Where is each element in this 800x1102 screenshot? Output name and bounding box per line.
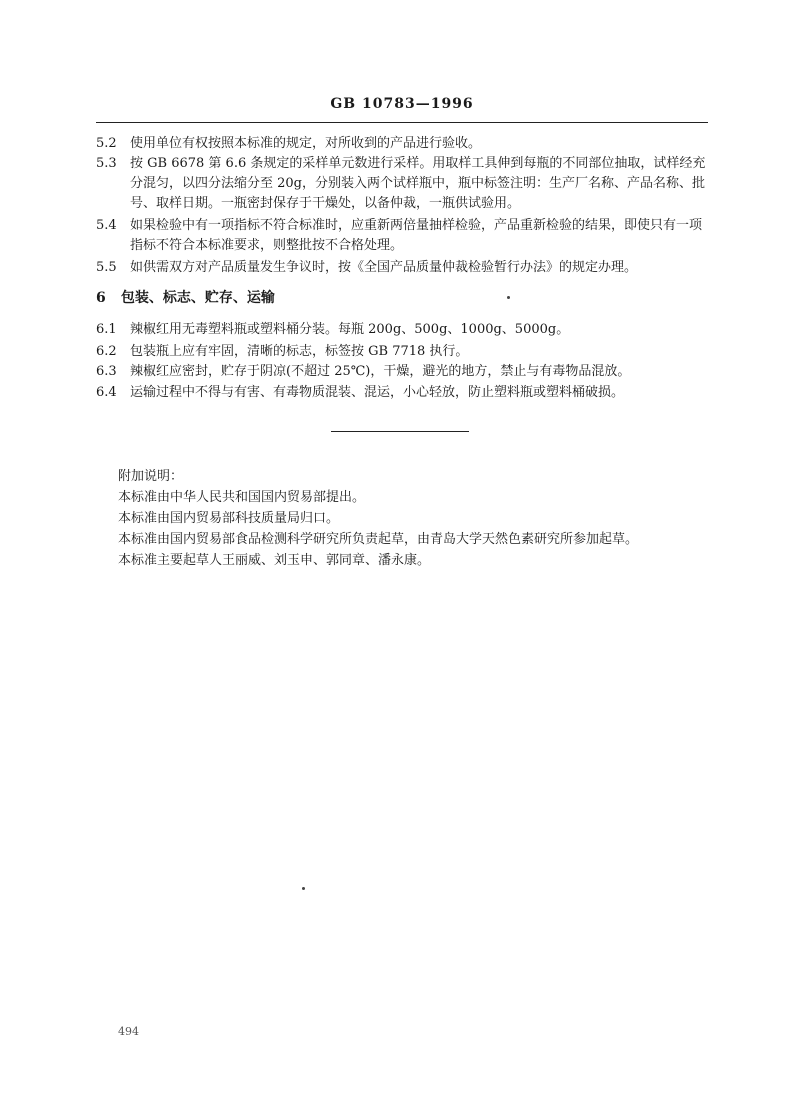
note-line: 本标准由中华人民共和国国内贸易部提出。 [118,490,366,505]
clause-text: 如果检验中有一项指标不符合标准时，应重新两倍量抽样检验，产品重新检验的结果，即使只有一项指标不符合本标准要求，则整批按不合格处理。 [130,218,703,253]
clause-5-4 [96,216,708,256]
clause-number: 6.2 [96,344,117,359]
section-6-heading [96,288,708,308]
clause-text: 如供需双方对产品质量发生争议时，按《全国产品质量仲裁检验暂行办法》的规定办理。 [130,260,638,275]
clause-text: 使用单位有权按照本标准的规定，对所收到的产品进行验收。 [130,136,482,151]
clause-5-3 [96,154,708,214]
note-line: 本标准由国内贸易部科技质量局归口。 [118,511,340,526]
clause-text: 按 GB 6678 第 6.6 条规定的采样单元数进行采样。用取样工具伸到每瓶的不同部位抽取，试样经充分混匀，以四分法缩分至 20g，分别装入两个试样瓶中，瓶中标签注明：生产厂名称、产品名称、批号、取样日期。一瓶密封保存于干燥处，以备仲裁，一瓶供试验用。 [130,156,706,211]
clause-text: 运输过程中不得与有害、有毒物质混装、混运，小心轻放，防止塑料瓶或塑料桶破损。 [130,385,625,400]
clause-6-3 [96,362,708,382]
clause-number: 6.3 [96,364,117,379]
clause-number: 5.5 [96,260,117,275]
end-of-text-rule [331,431,469,432]
note-line: 本标准主要起草人王丽威、刘玉申、郭同章、潘永康。 [118,553,431,568]
scan-speck [507,296,510,299]
clause-6-4 [96,383,708,403]
clause-text: 辣椒红应密封，贮存于阴凉(不超过 25℃)，干燥，避光的地方，禁止与有毒物品混放。 [130,364,631,379]
note-line: 本标准由国内贸易部食品检测科学研究所负责起草，由青岛大学天然色素研究所参加起草。 [118,532,639,547]
clause-number: 5.2 [96,136,117,151]
clause-number: 6.4 [96,385,117,400]
clause-5-5 [96,258,708,278]
section-title: 包装、标志、贮存、运输 [120,290,275,306]
clause-6-2 [96,342,708,362]
clause-number: 5.3 [96,156,117,171]
standard-code-header: GB 10783—1996 [96,96,708,123]
clause-6-1 [96,320,708,340]
scan-speck [302,887,305,890]
clause-number: 6.1 [96,322,117,337]
clause-5-2 [96,134,708,154]
clause-text: 辣椒红用无毒塑料瓶或塑料桶分装。每瓶 200g、500g、1000g、5000g。 [130,322,570,337]
section-number: 6 [96,290,106,306]
notes-title: 附加说明： [118,469,184,484]
clause-number: 5.4 [96,218,117,233]
clause-text: 包装瓶上应有牢固，清晰的标志，标签按 GB 7718 执行。 [130,344,469,359]
page-number: 494 [118,1025,139,1038]
